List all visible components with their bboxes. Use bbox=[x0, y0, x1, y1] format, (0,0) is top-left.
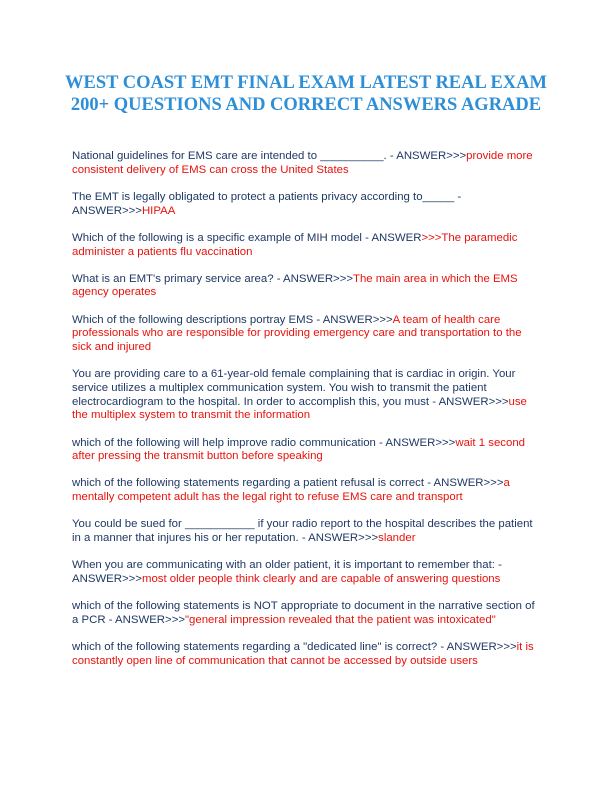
question-text: National guidelines for EMS care are intended to __________. - ANSWER>>> bbox=[72, 150, 467, 162]
qa-item bbox=[72, 437, 542, 464]
question-text: You are providing care to a 61-year-old female complaining that is cardiac in origin. Your service utilizes a multiplex communication system. You wish to transmit the patient electrocardiogram to the hospital. In order to accomplish this, you must - ANSWER>>> bbox=[72, 368, 516, 408]
qa-list bbox=[72, 150, 542, 682]
document-title: WEST COAST EMT FINAL EXAM LATEST REAL EXAM 200+ QUESTIONS AND CORRECT ANSWERS AGRADE bbox=[65, 73, 547, 115]
answer-text: The main area in which the EMS agency operates bbox=[72, 272, 518, 299]
answer-text: "general impression revealed that the patient was intoxicated" bbox=[185, 613, 496, 626]
qa-item bbox=[72, 150, 542, 177]
qa-item bbox=[72, 368, 542, 423]
answer-text: HIPAA bbox=[141, 204, 176, 217]
answer-text: provide more consistent delivery of EMS can cross the United States bbox=[72, 150, 533, 176]
question-text: which of the following statements regarding a "dedicated line" is correct? - ANSWER>>> bbox=[72, 641, 517, 654]
question-text: When you are communicating with an older patient, it is important to remember that: - ANSWER>>> bbox=[72, 559, 502, 585]
question-text: which of the following statements regarding a patient refusal is correct - ANSWER>>> bbox=[72, 477, 504, 490]
qa-item bbox=[72, 600, 542, 627]
qa-item bbox=[72, 641, 542, 668]
qa-item bbox=[72, 273, 542, 300]
question-text: You could be sued for ___________ if your radio report to the hospital describes the patient in a manner that injures his or her reputation. - ANSWER>>> bbox=[72, 518, 533, 545]
qa-item bbox=[72, 314, 542, 355]
answer-text: slander bbox=[378, 532, 416, 545]
answer-text: wait 1 second after pressing the transmit button before speaking bbox=[72, 436, 525, 463]
question-text: Which of the following descriptions portray EMS - ANSWER>>> bbox=[72, 313, 393, 326]
qa-item bbox=[72, 518, 542, 545]
answer-text: most older people think clearly and are capable of answering questions bbox=[141, 572, 501, 585]
qa-item bbox=[72, 232, 542, 259]
qa-item bbox=[72, 477, 542, 504]
question-text: The EMT is legally obligated to protect a patients privacy according to_____ - ANSWER>>> bbox=[72, 190, 462, 217]
qa-item bbox=[72, 559, 542, 586]
qa-item bbox=[72, 191, 542, 218]
answer-text: it is constantly open line of communication that cannot be accessed by outside users bbox=[72, 641, 534, 667]
answer-text: a mentally competent adult has the legal right to refuse EMS care and transport bbox=[72, 477, 510, 504]
question-text: Which of the following is a specific example of MIH model - ANSWER bbox=[72, 231, 422, 244]
question-text: What is an EMT's primary service area? - ANSWER>>> bbox=[72, 272, 354, 285]
question-text: which of the following will help improve radio communication - ANSWER>>> bbox=[72, 436, 456, 449]
answer-text: use the multiplex system to transmit the information bbox=[72, 395, 527, 422]
answer-text: A team of health care professionals who are responsible for providing emergency care and transportation to the sick and injured bbox=[72, 313, 522, 354]
answer-text: >>>The paramedic administer a patients flu vaccination bbox=[72, 231, 518, 258]
question-text: which of the following statements is NOT appropriate to document in the narrative section of a PCR - ANSWER>>> bbox=[72, 600, 535, 626]
